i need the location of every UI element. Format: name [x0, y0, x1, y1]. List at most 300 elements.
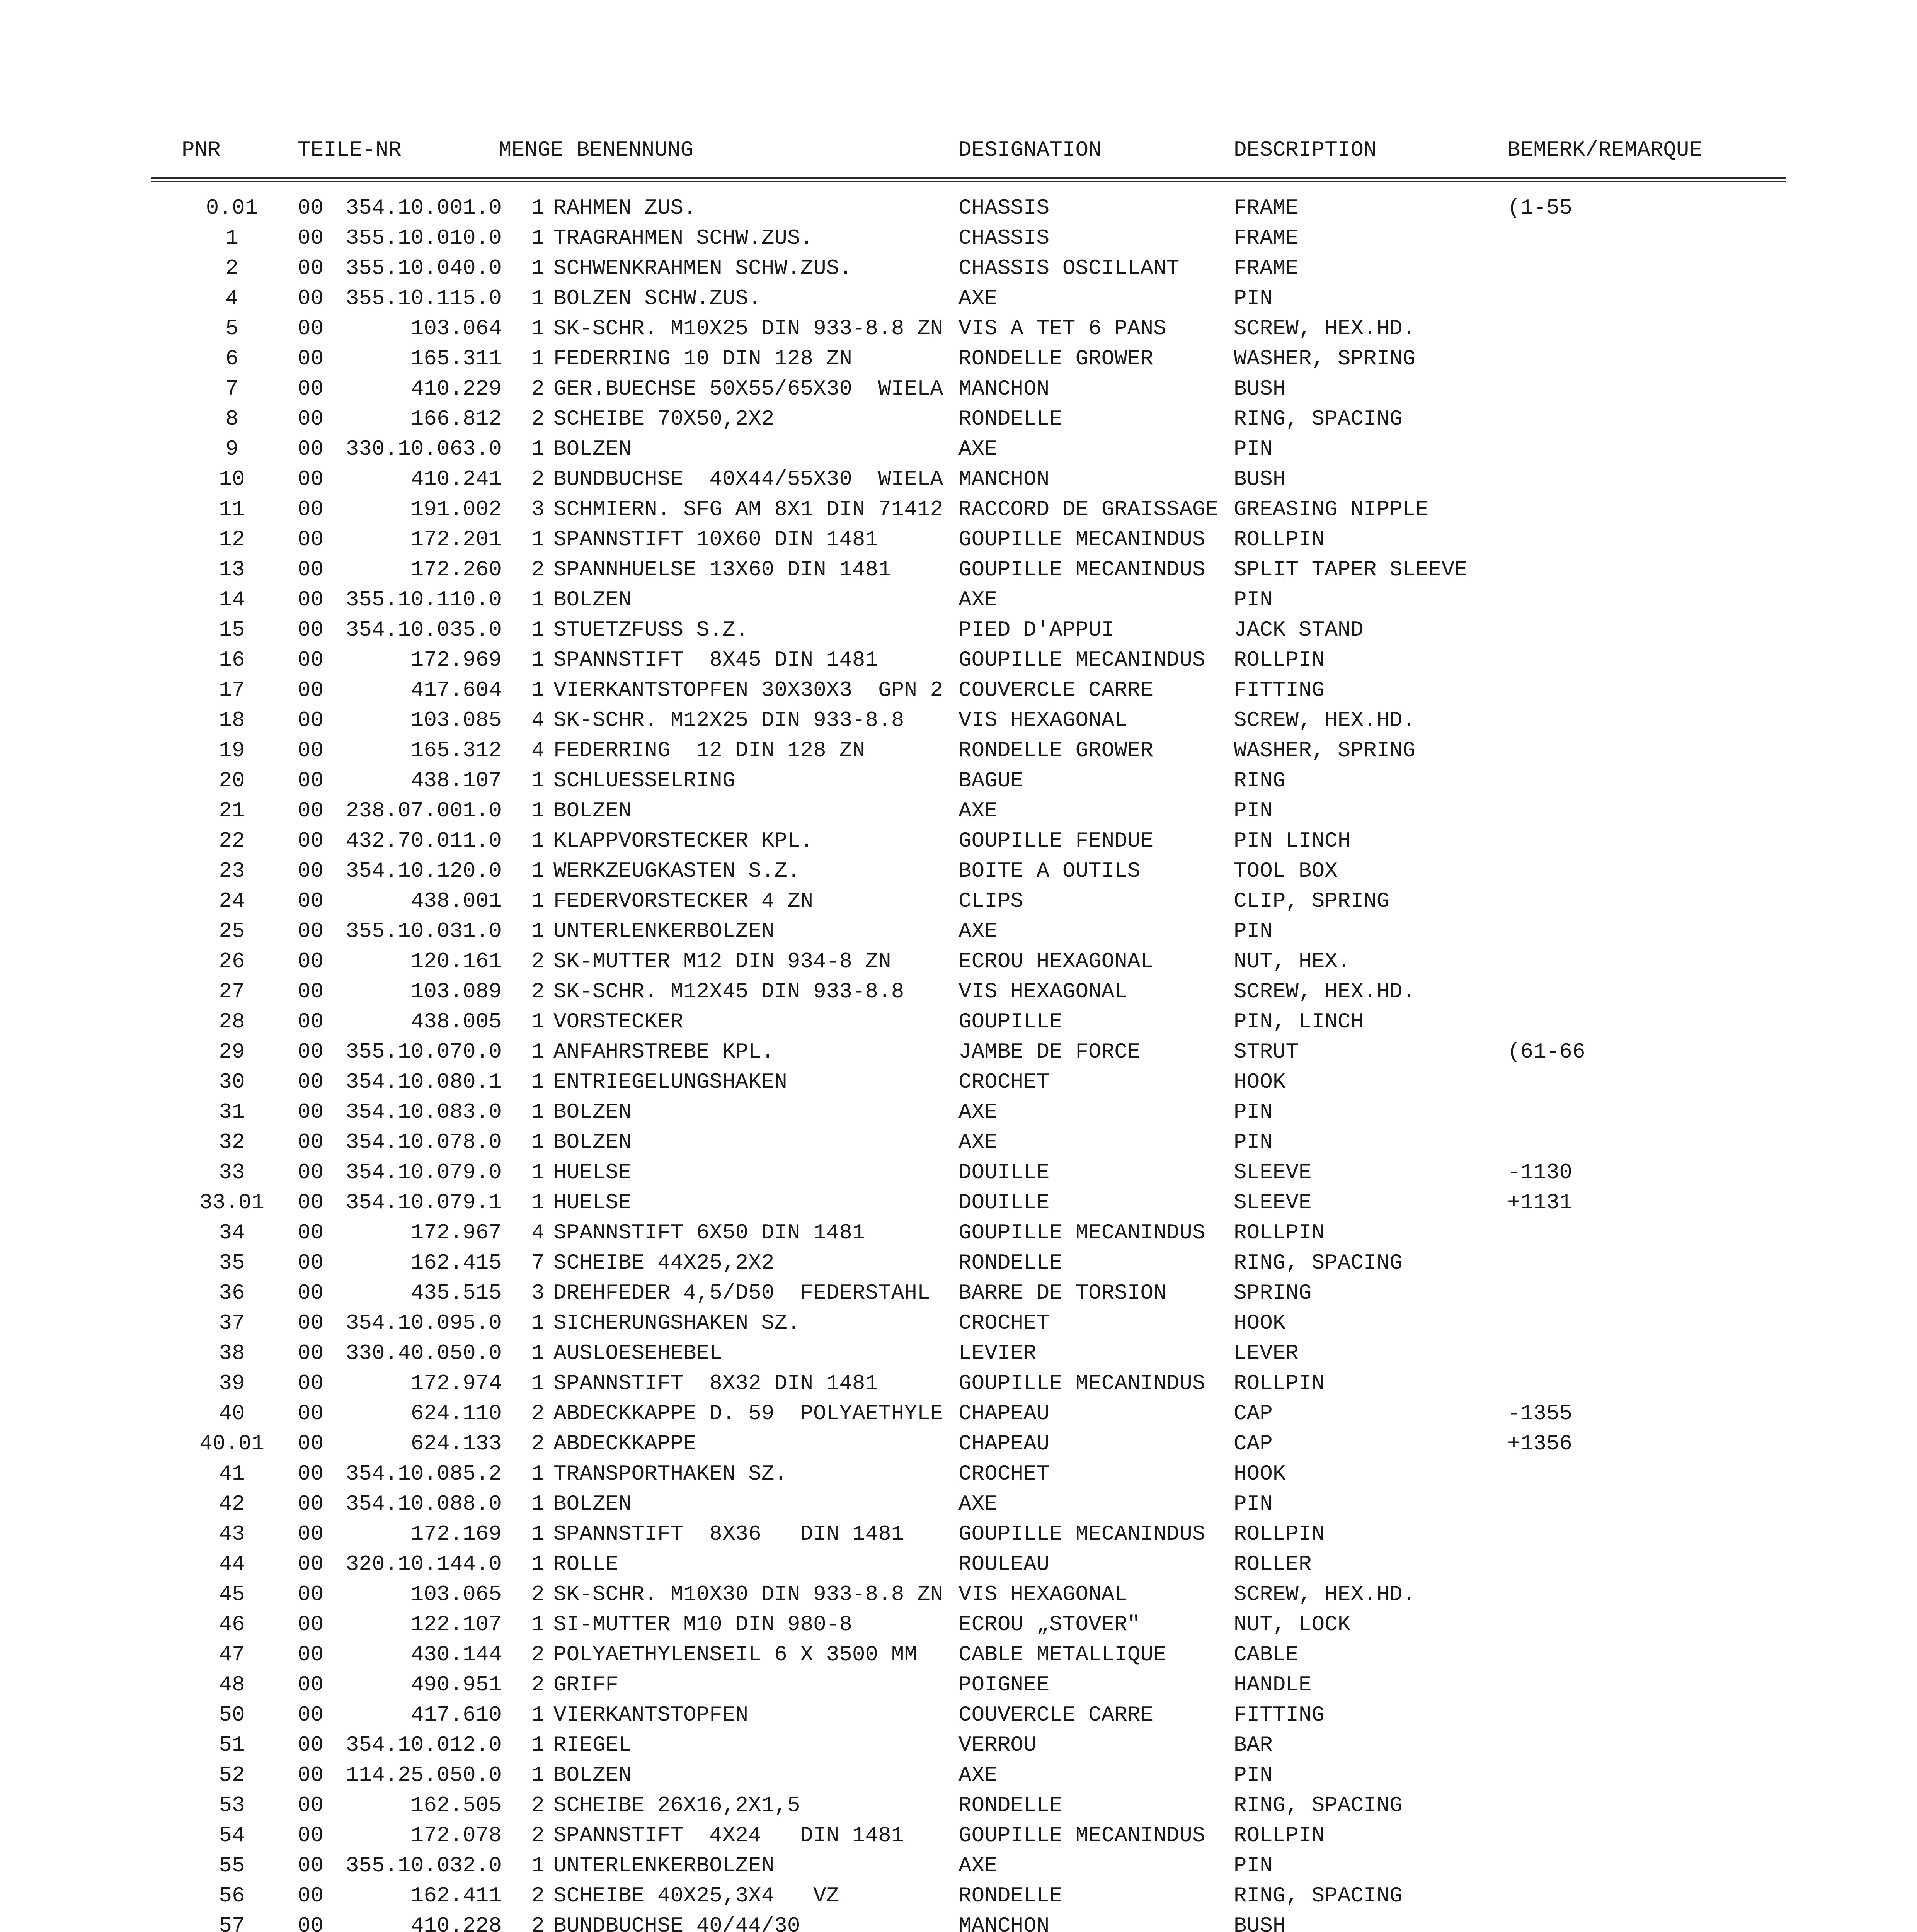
- part-version: 00: [298, 1642, 324, 1667]
- part-benennung: BOLZEN: [553, 1130, 632, 1155]
- part-version: 00: [298, 316, 324, 341]
- part-quantity: 2: [531, 557, 545, 582]
- part-benennung: SPANNSTIFT 8X36 DIN 1481: [553, 1522, 904, 1546]
- part-version: 00: [298, 1793, 324, 1818]
- table-row: [0, 1071, 1917, 1101]
- table-row: [0, 348, 1917, 378]
- part-version: 00: [298, 1883, 324, 1908]
- table-row: [0, 890, 1917, 920]
- part-benennung: UNTERLENKERBOLZEN: [553, 1853, 775, 1878]
- part-version: 00: [298, 467, 324, 492]
- part-description: JACK STAND: [1234, 617, 1364, 642]
- part-version: 00: [298, 1100, 324, 1124]
- part-number: 172.169: [410, 1522, 502, 1546]
- part-pnr: 18: [219, 708, 245, 733]
- part-remarque: -1130: [1507, 1160, 1573, 1185]
- part-number: 435.515: [410, 1281, 502, 1305]
- part-quantity: 1: [531, 196, 545, 220]
- part-number: 417.610: [410, 1702, 502, 1727]
- part-description: TOOL BOX: [1234, 859, 1338, 883]
- part-version: 00: [298, 1311, 324, 1335]
- part-pnr: 0.01: [206, 196, 258, 220]
- part-quantity: 1: [531, 1853, 545, 1878]
- part-designation: CABLE METALLIQUE: [958, 1642, 1166, 1667]
- part-benennung: BOLZEN: [553, 1492, 632, 1516]
- part-version: 00: [298, 1461, 324, 1486]
- part-benennung: SCHEIBE 40X25,3X4 VZ: [553, 1883, 839, 1908]
- part-number: 114.25.050.0: [346, 1763, 502, 1787]
- part-benennung: BUNDBUCHSE 40/44/30: [553, 1913, 800, 1932]
- table-row: [0, 770, 1917, 800]
- part-number: 103.064: [410, 316, 502, 341]
- part-version: 00: [298, 798, 324, 823]
- part-benennung: FEDERVORSTECKER 4 ZN: [553, 889, 814, 913]
- header-double-rule: [151, 176, 1786, 184]
- part-pnr: 23: [219, 859, 245, 883]
- part-designation: CHASSIS OSCILLANT: [958, 256, 1180, 281]
- part-version: 00: [298, 1160, 324, 1185]
- table-row: [0, 1041, 1917, 1071]
- part-designation: AXE: [958, 587, 998, 612]
- part-designation: GOUPILLE MECANINDUS: [958, 1220, 1205, 1245]
- part-quantity: 1: [531, 1552, 545, 1577]
- part-pnr: 13: [219, 557, 245, 582]
- part-description: WASHER, SPRING: [1234, 738, 1416, 763]
- table-row: [0, 559, 1917, 589]
- part-quantity: 1: [531, 1130, 545, 1155]
- table-row: [0, 1794, 1917, 1825]
- part-quantity: 1: [531, 859, 545, 883]
- part-benennung: SCHWENKRAHMEN SCHW.ZUS.: [553, 256, 852, 281]
- part-description: PIN: [1234, 286, 1273, 311]
- table-row: [0, 1644, 1917, 1674]
- table-row: [0, 1523, 1917, 1553]
- part-version: 00: [298, 1190, 324, 1215]
- part-description: SCREW, HEX.HD.: [1234, 979, 1416, 1004]
- table-row: [0, 1131, 1917, 1162]
- part-pnr: 26: [219, 949, 245, 974]
- table-row: [0, 1825, 1917, 1855]
- part-benennung: BOLZEN: [553, 587, 632, 612]
- part-designation: AXE: [958, 1492, 998, 1516]
- table-row: [0, 1855, 1917, 1885]
- part-designation: POIGNEE: [958, 1672, 1050, 1697]
- part-version: 00: [298, 1401, 324, 1426]
- part-number: 624.133: [410, 1431, 502, 1456]
- part-pnr: 9: [225, 437, 238, 461]
- table-row: [0, 498, 1917, 529]
- part-description: CLIP, SPRING: [1234, 889, 1390, 913]
- part-number: 430.144: [410, 1642, 502, 1667]
- part-quantity: 2: [531, 406, 545, 431]
- part-pnr: 14: [219, 587, 245, 612]
- part-pnr: 22: [219, 828, 245, 853]
- part-remarque: (1-55: [1507, 196, 1573, 220]
- table-row: [0, 529, 1917, 559]
- part-description: HOOK: [1234, 1311, 1286, 1335]
- table-row: [0, 589, 1917, 619]
- part-number: 103.065: [410, 1582, 502, 1607]
- part-designation: RONDELLE: [958, 1883, 1062, 1908]
- part-benennung: FEDERRING 12 DIN 128 ZN: [553, 738, 865, 763]
- part-version: 00: [298, 708, 324, 733]
- part-number: 624.110: [410, 1401, 502, 1426]
- part-description: RING, SPACING: [1234, 1793, 1403, 1818]
- part-version: 00: [298, 1913, 324, 1932]
- part-pnr: 30: [219, 1070, 245, 1094]
- part-quantity: 1: [531, 1100, 545, 1124]
- part-designation: GOUPILLE MECANINDUS: [958, 1823, 1205, 1848]
- table-row: [0, 920, 1917, 951]
- part-description: FITTING: [1234, 678, 1325, 702]
- part-number: 165.312: [410, 738, 502, 763]
- part-version: 00: [298, 1522, 324, 1546]
- part-benennung: POLYAETHYLENSEIL 6 X 3500 MM: [553, 1642, 917, 1667]
- part-version: 00: [298, 648, 324, 672]
- part-designation: COUVERCLE CARRE: [958, 678, 1154, 702]
- part-number: 166.812: [410, 406, 502, 431]
- table-row: [0, 1011, 1917, 1041]
- part-version: 00: [298, 196, 324, 220]
- part-benennung: TRANSPORTHAKEN SZ.: [553, 1461, 787, 1486]
- part-pnr: 40.01: [199, 1431, 265, 1456]
- part-benennung: UNTERLENKERBOLZEN: [553, 919, 775, 944]
- column-header-row: [0, 139, 1917, 169]
- part-version: 00: [298, 376, 324, 401]
- part-number: 238.07.001.0: [346, 798, 502, 823]
- part-quantity: 1: [531, 1492, 545, 1516]
- table-row: [0, 649, 1917, 679]
- table-row: [0, 438, 1917, 468]
- part-description: FITTING: [1234, 1702, 1325, 1727]
- part-description: SCREW, HEX.HD.: [1234, 316, 1416, 341]
- part-description: BUSH: [1234, 376, 1286, 401]
- part-version: 00: [298, 828, 324, 853]
- part-number: 172.260: [410, 557, 502, 582]
- part-benennung: SK-MUTTER M12 DIN 934-8 ZN: [553, 949, 891, 974]
- part-number: 417.604: [410, 678, 502, 702]
- part-remarque: +1356: [1507, 1431, 1573, 1456]
- part-version: 00: [298, 949, 324, 974]
- part-pnr: 19: [219, 738, 245, 763]
- part-version: 00: [298, 1612, 324, 1637]
- table-row: [0, 740, 1917, 770]
- part-quantity: 2: [531, 1913, 545, 1932]
- part-pnr: 54: [219, 1823, 245, 1848]
- part-version: 00: [298, 1039, 324, 1064]
- table-row: [0, 1312, 1917, 1342]
- part-version: 00: [298, 768, 324, 793]
- part-description: RING: [1234, 768, 1286, 793]
- part-designation: GOUPILLE MECANINDUS: [958, 648, 1205, 672]
- part-designation: ROULEAU: [958, 1552, 1050, 1577]
- part-designation: CHASSIS: [958, 196, 1050, 220]
- part-description: PIN: [1234, 437, 1273, 461]
- part-pnr: 31: [219, 1100, 245, 1124]
- part-number: 490.951: [410, 1672, 502, 1697]
- header-teile-nr: TEILE-NR: [298, 138, 402, 162]
- part-quantity: 2: [531, 949, 545, 974]
- part-quantity: 2: [531, 467, 545, 492]
- part-quantity: 4: [531, 738, 545, 763]
- table-row: [0, 1704, 1917, 1734]
- part-version: 00: [298, 678, 324, 702]
- part-quantity: 2: [531, 1823, 545, 1848]
- table-row: [0, 1734, 1917, 1764]
- part-benennung: ABDECKKAPPE: [553, 1431, 696, 1456]
- part-number: 354.10.083.0: [346, 1100, 502, 1124]
- part-benennung: SPANNSTIFT 8X45 DIN 1481: [553, 648, 878, 672]
- part-benennung: GER.BUECHSE 50X55/65X30 WIELA: [553, 376, 943, 401]
- part-version: 00: [298, 1371, 324, 1396]
- table-row: [0, 287, 1917, 318]
- part-quantity: 2: [531, 1431, 545, 1456]
- part-version: 00: [298, 256, 324, 281]
- part-benennung: HUELSE: [553, 1190, 632, 1215]
- part-quantity: 1: [531, 1371, 545, 1396]
- part-pnr: 10: [219, 467, 245, 492]
- part-version: 00: [298, 1250, 324, 1275]
- header-designation: DESIGNATION: [958, 138, 1102, 162]
- part-description: PIN: [1234, 1853, 1273, 1878]
- part-designation: AXE: [958, 1130, 998, 1155]
- part-number: 354.10.085.2: [346, 1461, 502, 1486]
- part-pnr: 34: [219, 1220, 245, 1245]
- part-pnr: 12: [219, 527, 245, 552]
- part-pnr: 33.01: [199, 1190, 265, 1215]
- part-version: 00: [298, 1492, 324, 1516]
- part-version: 00: [298, 889, 324, 913]
- part-pnr: 40: [219, 1401, 245, 1426]
- part-quantity: 1: [531, 1070, 545, 1094]
- part-designation: CROCHET: [958, 1311, 1050, 1335]
- part-version: 00: [298, 1552, 324, 1577]
- part-benennung: BOLZEN: [553, 798, 632, 823]
- part-pnr: 44: [219, 1552, 245, 1577]
- part-benennung: SCHLUESSELRING: [553, 768, 735, 793]
- table-row: [0, 1342, 1917, 1372]
- part-benennung: SPANNSTIFT 4X24 DIN 1481: [553, 1823, 904, 1848]
- part-quantity: 1: [531, 587, 545, 612]
- part-quantity: 1: [531, 1009, 545, 1034]
- part-description: CABLE: [1234, 1642, 1299, 1667]
- part-description: HANDLE: [1234, 1672, 1312, 1697]
- part-pnr: 50: [219, 1702, 245, 1727]
- part-number: 172.078: [410, 1823, 502, 1848]
- table-row: [0, 619, 1917, 649]
- part-pnr: 46: [219, 1612, 245, 1637]
- part-version: 00: [298, 286, 324, 311]
- part-quantity: 2: [531, 1642, 545, 1667]
- table-row: [0, 679, 1917, 709]
- part-version: 00: [298, 859, 324, 883]
- part-pnr: 33: [219, 1160, 245, 1185]
- part-number: 354.10.080.1: [346, 1070, 502, 1094]
- table-row: [0, 1372, 1917, 1403]
- part-benennung: SCHEIBE 70X50,2X2: [553, 406, 775, 431]
- part-version: 00: [298, 1763, 324, 1787]
- table-row: [0, 468, 1917, 498]
- table-row: [0, 378, 1917, 408]
- part-number: 354.10.035.0: [346, 617, 502, 642]
- part-quantity: 1: [531, 919, 545, 944]
- part-description: NUT, HEX.: [1234, 949, 1351, 974]
- part-benennung: ANFAHRSTREBE KPL.: [553, 1039, 775, 1064]
- part-description: ROLLPIN: [1234, 1371, 1325, 1396]
- part-benennung: SCHEIBE 26X16,2X1,5: [553, 1793, 800, 1818]
- part-benennung: VIERKANTSTOPFEN 30X30X3 GPN 2: [553, 678, 943, 702]
- part-quantity: 2: [531, 979, 545, 1004]
- part-quantity: 1: [531, 226, 545, 250]
- part-description: RING, SPACING: [1234, 1250, 1403, 1275]
- part-quantity: 1: [531, 527, 545, 552]
- part-number: 355.10.115.0: [346, 286, 502, 311]
- table-row: [0, 1433, 1917, 1463]
- part-quantity: 3: [531, 497, 545, 522]
- table-row: [0, 830, 1917, 860]
- part-description: ROLLPIN: [1234, 648, 1325, 672]
- part-quantity: 1: [531, 828, 545, 853]
- part-number: 354.10.079.0: [346, 1160, 502, 1185]
- part-designation: GOUPILLE MECANINDUS: [958, 1522, 1205, 1546]
- part-number: 410.241: [410, 467, 502, 492]
- part-description: SLEEVE: [1234, 1190, 1312, 1215]
- part-benennung: BUNDBUCHSE 40X44/55X30 WIELA: [553, 467, 943, 492]
- part-benennung: KLAPPVORSTECKER KPL.: [553, 828, 814, 853]
- part-description: CAP: [1234, 1431, 1273, 1456]
- part-version: 00: [298, 1582, 324, 1607]
- part-number: 320.10.144.0: [346, 1552, 502, 1577]
- part-number: 172.201: [410, 527, 502, 552]
- part-version: 00: [298, 1702, 324, 1727]
- part-pnr: 45: [219, 1582, 245, 1607]
- part-pnr: 20: [219, 768, 245, 793]
- part-quantity: 2: [531, 1793, 545, 1818]
- part-version: 00: [298, 1220, 324, 1245]
- part-quantity: 1: [531, 1311, 545, 1335]
- part-quantity: 1: [531, 1522, 545, 1546]
- part-number: 103.085: [410, 708, 502, 733]
- part-pnr: 7: [225, 376, 238, 401]
- part-pnr: 37: [219, 1311, 245, 1335]
- part-designation: AXE: [958, 437, 998, 461]
- part-pnr: 15: [219, 617, 245, 642]
- table-row: [0, 1885, 1917, 1915]
- part-description: GREASING NIPPLE: [1234, 497, 1429, 522]
- part-description: PIN: [1234, 587, 1273, 612]
- part-pnr: 42: [219, 1492, 245, 1516]
- part-number: 162.411: [410, 1883, 502, 1908]
- part-description: SCREW, HEX.HD.: [1234, 1582, 1416, 1607]
- table-row: [0, 860, 1917, 890]
- part-quantity: 1: [531, 678, 545, 702]
- part-pnr: 4: [225, 286, 238, 311]
- part-benennung: BOLZEN: [553, 437, 632, 461]
- part-quantity: 1: [531, 1461, 545, 1486]
- table-row: [0, 257, 1917, 287]
- part-version: 00: [298, 1431, 324, 1456]
- part-pnr: 8: [225, 406, 238, 431]
- part-description: BAR: [1234, 1733, 1273, 1757]
- part-quantity: 1: [531, 437, 545, 461]
- part-designation: GOUPILLE MECANINDUS: [958, 527, 1205, 552]
- part-description: PIN: [1234, 1763, 1273, 1787]
- part-benennung: BOLZEN: [553, 1763, 632, 1787]
- part-version: 00: [298, 497, 324, 522]
- part-designation: AXE: [958, 919, 998, 944]
- part-designation: VIS HEXAGONAL: [958, 979, 1127, 1004]
- part-benennung: SPANNSTIFT 10X60 DIN 1481: [553, 527, 878, 552]
- part-designation: CHASSIS: [958, 226, 1050, 250]
- table-row: [0, 1252, 1917, 1282]
- part-quantity: 2: [531, 376, 545, 401]
- table-row: [0, 1674, 1917, 1704]
- part-number: 438.001: [410, 889, 502, 913]
- part-benennung: SK-SCHR. M10X30 DIN 933-8.8 ZN: [553, 1582, 943, 1607]
- part-description: PIN: [1234, 1130, 1273, 1155]
- part-number: 355.10.070.0: [346, 1039, 502, 1064]
- part-designation: RONDELLE: [958, 406, 1062, 431]
- part-version: 00: [298, 1672, 324, 1697]
- part-quantity: 7: [531, 1250, 545, 1275]
- part-number: 432.70.011.0: [346, 828, 502, 853]
- part-number: 330.10.063.0: [346, 437, 502, 461]
- part-version: 00: [298, 587, 324, 612]
- part-designation: CROCHET: [958, 1461, 1050, 1486]
- part-description: ROLLPIN: [1234, 527, 1325, 552]
- part-version: 00: [298, 1009, 324, 1034]
- part-pnr: 57: [219, 1913, 245, 1932]
- header-pnr: PNR: [182, 138, 221, 162]
- table-row: [0, 1101, 1917, 1131]
- part-description: PIN: [1234, 798, 1273, 823]
- part-version: 00: [298, 979, 324, 1004]
- part-pnr: 51: [219, 1733, 245, 1757]
- part-benennung: ROLLE: [553, 1552, 619, 1577]
- part-designation: CHAPEAU: [958, 1401, 1050, 1426]
- part-pnr: 53: [219, 1793, 245, 1818]
- part-quantity: 1: [531, 1341, 545, 1366]
- part-designation: GOUPILLE MECANINDUS: [958, 557, 1205, 582]
- part-number: 355.10.110.0: [346, 587, 502, 612]
- part-description: WASHER, SPRING: [1234, 346, 1416, 371]
- part-pnr: 6: [225, 346, 238, 371]
- table-row: [0, 318, 1917, 348]
- part-remarque: -1355: [1507, 1401, 1573, 1426]
- part-number: 355.10.032.0: [346, 1853, 502, 1878]
- part-version: 00: [298, 1130, 324, 1155]
- part-pnr: 52: [219, 1763, 245, 1787]
- part-version: 00: [298, 557, 324, 582]
- part-quantity: 2: [531, 1883, 545, 1908]
- part-benennung: SK-SCHR. M12X25 DIN 933-8.8: [553, 708, 904, 733]
- part-number: 410.229: [410, 376, 502, 401]
- part-pnr: 56: [219, 1883, 245, 1908]
- part-designation: MANCHON: [958, 1913, 1050, 1932]
- part-pnr: 2: [225, 256, 238, 281]
- part-quantity: 4: [531, 708, 545, 733]
- part-description: ROLLPIN: [1234, 1220, 1325, 1245]
- part-number: 355.10.031.0: [346, 919, 502, 944]
- part-designation: DOUILLE: [958, 1190, 1050, 1215]
- part-benennung: TRAGRAHMEN SCHW.ZUS.: [553, 226, 814, 250]
- part-description: ROLLER: [1234, 1552, 1312, 1577]
- part-benennung: SICHERUNGSHAKEN SZ.: [553, 1311, 800, 1335]
- part-quantity: 1: [531, 256, 545, 281]
- part-version: 00: [298, 738, 324, 763]
- part-benennung: SCHMIERN. SFG AM 8X1 DIN 71412: [553, 497, 943, 522]
- part-benennung: SPANNSTIFT 8X32 DIN 1481: [553, 1371, 878, 1396]
